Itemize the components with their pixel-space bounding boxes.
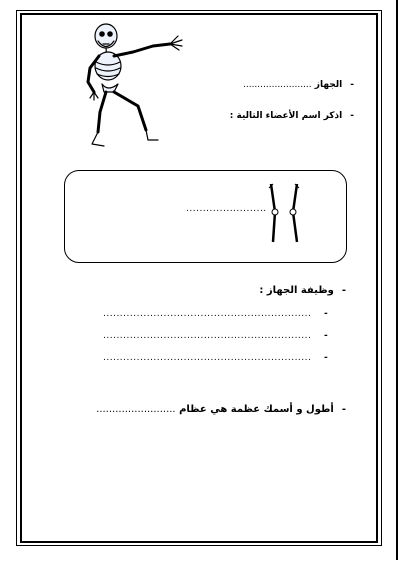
skeleton-figure-icon: [78, 22, 193, 157]
function-dash-3: -: [324, 353, 328, 363]
longest-bone-blank: .........................: [96, 404, 176, 415]
name-organs-line: -اذكر اسم الأعضاء التالية :: [229, 111, 354, 121]
longest-bone-line: -أطول و أسمك عظمة هي عظام .........................: [96, 404, 346, 415]
function-line: -وظيفة الجهاز :: [259, 285, 346, 296]
function-blank-1: ..............................................................: [103, 309, 312, 319]
organ-answer-blank: ........................: [186, 204, 267, 214]
function-dash-1: -: [324, 309, 328, 319]
margin-rule: [396, 0, 398, 560]
function-blank-2: ..............................................................: [103, 331, 312, 341]
function-dash-2: -: [324, 331, 328, 341]
leg-bones-icon: [263, 182, 311, 246]
page-frame-inner: [20, 13, 378, 543]
device-line: -الجهاز ........................: [242, 80, 354, 90]
function-blank-3: ..............................................................: [103, 353, 312, 363]
device-answer-blank: ........................: [242, 80, 312, 90]
